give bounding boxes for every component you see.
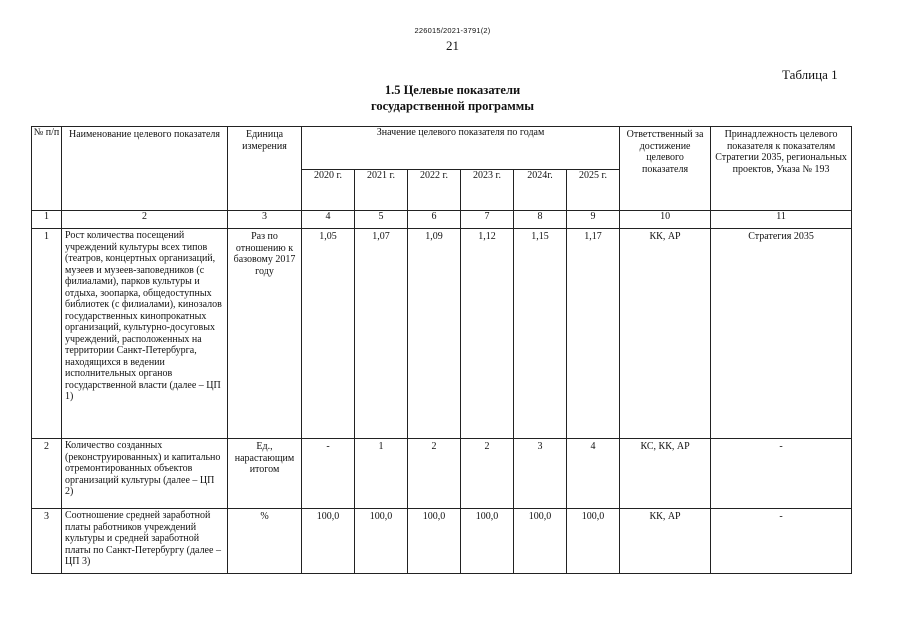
table-title (0, 82, 905, 114)
table-body (32, 229, 852, 574)
column-number: 9 (567, 211, 620, 229)
table-row (32, 509, 852, 574)
header-belonging: Принадлежность целевого показателя к показателям Стратегии 2035, региональных проектов, Указа № 193 (711, 127, 852, 211)
header-num: № п/п (32, 127, 62, 211)
column-number: 3 (228, 211, 302, 229)
year-value: 2 (408, 439, 461, 509)
year-value: 1,17 (567, 229, 620, 439)
responsible-cell: КК, АР (620, 509, 711, 574)
column-number: 4 (302, 211, 355, 229)
header-year: 2024г. (514, 169, 567, 211)
year-value: 100,0 (461, 509, 514, 574)
header-year: 2022 г. (408, 169, 461, 211)
column-number: 10 (620, 211, 711, 229)
column-number: 5 (355, 211, 408, 229)
year-value: 3 (514, 439, 567, 509)
year-value: 100,0 (567, 509, 620, 574)
year-value: 1 (355, 439, 408, 509)
table-row (32, 229, 852, 439)
row-number: 1 (32, 229, 62, 439)
column-number: 6 (408, 211, 461, 229)
year-value: 4 (567, 439, 620, 509)
indicator-name: Количество созданных (реконструированных) и капитально отремонтированных объектов организаций культуры (далее – ЦП 2) (62, 439, 228, 509)
belonging-cell: - (711, 439, 852, 509)
column-number: 7 (461, 211, 514, 229)
page-number: 21 (446, 38, 459, 53)
column-number: 11 (711, 211, 852, 229)
table-title-line1: 1.5 Целевые показатели (384, 83, 521, 97)
year-value: 100,0 (355, 509, 408, 574)
document-id: 226015/2021-3791(2) (414, 26, 491, 35)
table-row (32, 439, 852, 509)
year-value: - (302, 439, 355, 509)
year-value: 100,0 (514, 509, 567, 574)
indicators-table (31, 126, 852, 574)
belonging-cell: - (711, 509, 852, 574)
column-number: 1 (32, 211, 62, 229)
header-year: 2025 г. (567, 169, 620, 211)
header-year: 2023 г. (461, 169, 514, 211)
year-value: 100,0 (302, 509, 355, 574)
responsible-cell: КК, АР (620, 229, 711, 439)
year-value: 1,15 (514, 229, 567, 439)
year-value: 100,0 (408, 509, 461, 574)
header-values-group: Значение целевого показателя по годам (302, 127, 620, 170)
year-value: 1,07 (355, 229, 408, 439)
indicator-name: Соотношение средней заработной платы работников учреждений культуры и средней заработной платы по Санкт-Петербургу (далее – ЦП 3) (62, 509, 228, 574)
table-label: Таблица 1 (782, 67, 838, 82)
header-year: 2020 г. (302, 169, 355, 211)
unit-cell: % (228, 509, 302, 574)
row-number: 3 (32, 509, 62, 574)
belonging-cell: Стратегия 2035 (711, 229, 852, 439)
header-year: 2021 г. (355, 169, 408, 211)
unit-cell: Раз по отношению к базовому 2017 году (228, 229, 302, 439)
indicator-name: Рост количества посещений учреждений культуры всех типов (театров, концертных организаций, музеев и музеев-заповедников (с филиалами), парков культуры и отдыха, зоопарка, общедоступных библиотек (с филиалами), кинозалов государственных кинопрокатных организаций, культурно-досуговых учреждений, расположенных на территории Санкт-Петербурга, находящихся в ведении исполнительных органов государственной власти (далее – ЦП 1) (62, 229, 228, 439)
unit-cell: Ед., нарастающим итогом (228, 439, 302, 509)
year-value: 1,09 (408, 229, 461, 439)
responsible-cell: КС, КК, АР (620, 439, 711, 509)
column-number: 2 (62, 211, 228, 229)
header-responsible: Ответственный за достижение целевого показателя (620, 127, 711, 211)
table-title-line2: государственной программы (370, 99, 535, 113)
header-unit: Единица измерения (228, 127, 302, 211)
year-value: 1,12 (461, 229, 514, 439)
column-numbers-row (32, 211, 852, 229)
year-value: 1,05 (302, 229, 355, 439)
year-value: 2 (461, 439, 514, 509)
row-number: 2 (32, 439, 62, 509)
header-name: Наименование целевого показателя (62, 127, 228, 211)
column-number: 8 (514, 211, 567, 229)
